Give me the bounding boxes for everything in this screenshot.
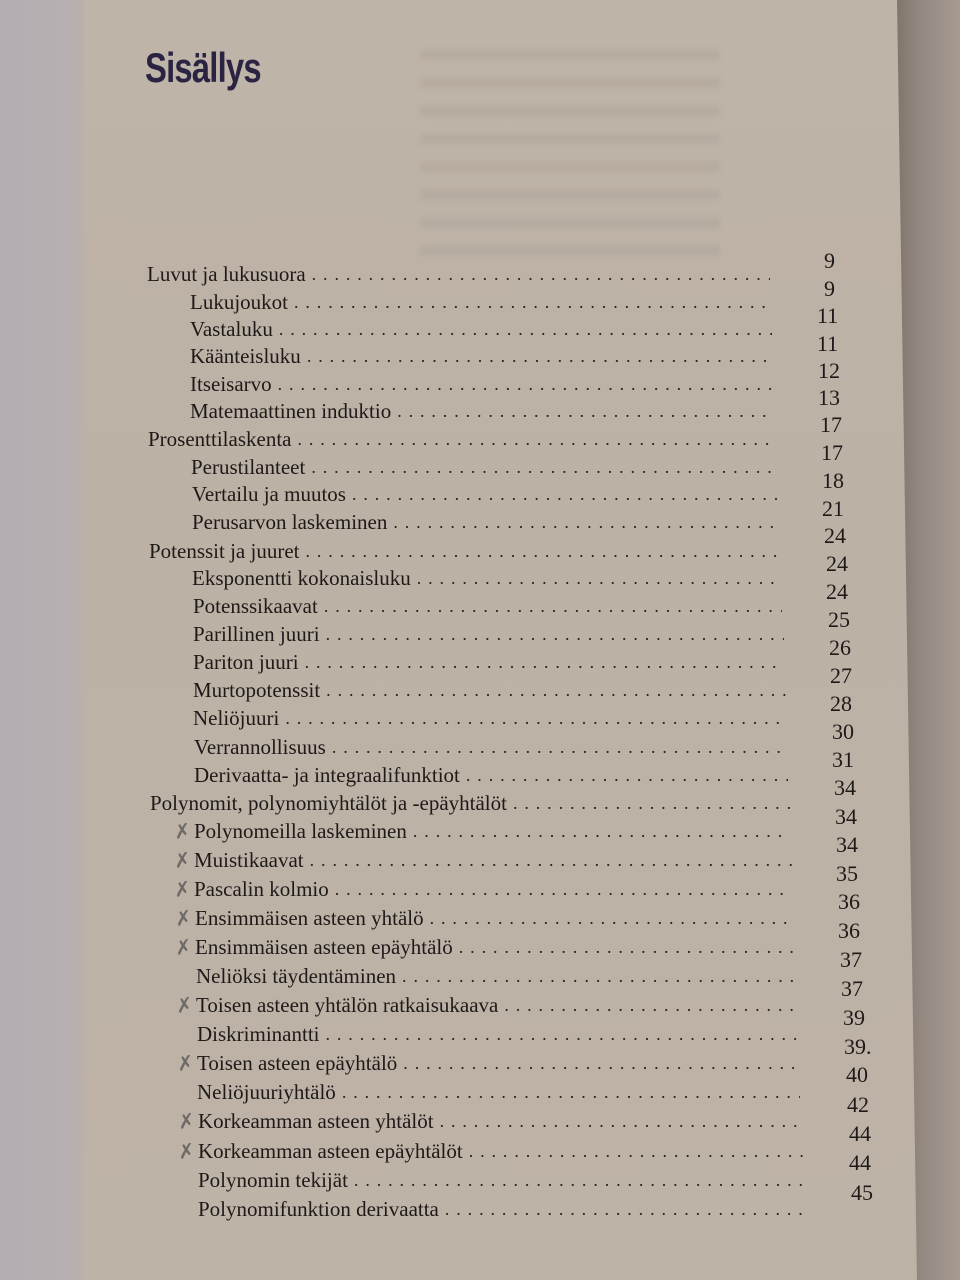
toc-section: [197, 1047, 810, 1075]
toc-page-number: 24: [826, 579, 848, 604]
toc-section: [193, 702, 796, 730]
toc-section: [193, 646, 794, 674]
toc-page-number: 42: [847, 1092, 869, 1117]
toc-label: Polynomeilla laskeminen: [194, 819, 407, 843]
dot-leader: [307, 344, 772, 368]
dot-leader: [305, 650, 784, 674]
bleed-through-text: [420, 50, 720, 270]
toc-page-number: 9: [824, 248, 835, 273]
dot-leader: [417, 566, 782, 590]
toc-section: [190, 395, 784, 423]
toc-chapter: [150, 787, 800, 815]
dot-leader: [326, 622, 784, 646]
dot-leader: [397, 399, 774, 423]
toc-section: [197, 1018, 808, 1046]
dot-leader: [310, 848, 792, 872]
dot-leader: [294, 290, 770, 314]
toc-section: [192, 506, 788, 534]
toc-page-number: 18: [822, 468, 844, 493]
toc-page-number: 40: [846, 1062, 868, 1087]
toc-section: [194, 873, 802, 901]
dot-leader: [459, 935, 796, 959]
toc-label: Matemaattinen induktio: [190, 399, 392, 423]
toc-label: Lukujoukot: [190, 290, 288, 314]
dot-leader: [326, 1022, 799, 1046]
toc-label: Neliöjuuriyhtälö: [197, 1080, 336, 1104]
toc-page-number: 21: [822, 496, 844, 521]
toc-page-number: 25: [828, 607, 850, 632]
dot-leader: [504, 993, 798, 1017]
dot-leader: [311, 455, 776, 479]
dot-leader: [466, 763, 788, 787]
toc-page-number: 17: [821, 440, 843, 465]
toc-page-number: 45: [851, 1180, 873, 1205]
toc-page-number: 28: [830, 691, 852, 716]
toc-page-number: 24: [824, 523, 846, 548]
toc-section: [192, 478, 788, 506]
toc-section: [194, 844, 802, 872]
toc-section: [196, 989, 808, 1017]
dot-leader: [440, 1109, 802, 1133]
pencil-check-mark-icon: ✗: [173, 904, 194, 932]
toc-page-number: 39.: [844, 1034, 872, 1059]
toc-page-number: 39: [843, 1005, 865, 1030]
toc-page-number: 11: [817, 331, 839, 356]
pencil-check-mark-icon: ✗: [172, 846, 193, 874]
pencil-check-mark-icon: ✗: [172, 875, 193, 903]
toc-page-number: 13: [818, 385, 840, 410]
toc-section: [190, 340, 782, 368]
toc-label: Vertailu ja muutos: [192, 482, 346, 506]
toc-label: Murtopotenssit: [193, 678, 321, 702]
toc-page-number: 37: [841, 976, 863, 1001]
toc-label: Perusarvon laskeminen: [192, 510, 388, 534]
toc-page-number: 44: [849, 1150, 871, 1175]
dot-leader: [297, 427, 776, 451]
toc-page-number: 36: [838, 918, 860, 943]
toc-section: [190, 313, 782, 341]
toc-page-number: 36: [838, 889, 860, 914]
toc-section: [198, 1193, 816, 1221]
dot-leader: [332, 735, 788, 759]
toc-page-number: 30: [832, 719, 854, 744]
toc-chapter: [147, 258, 780, 286]
toc-label: Potenssikaavat: [193, 594, 318, 618]
dot-leader: [445, 1197, 806, 1221]
dot-leader: [324, 594, 782, 618]
toc-label: Derivaatta- ja integraalifunktiot: [194, 763, 460, 787]
dot-leader: [513, 791, 790, 815]
dot-leader: [413, 819, 790, 843]
toc-label: Ensimmäisen asteen epäyhtälö: [195, 935, 453, 959]
toc-section: [194, 759, 798, 787]
toc-label: Vastaluku: [190, 317, 273, 341]
dot-leader: [278, 372, 774, 396]
toc-label: Toisen asteen yhtälön ratkaisukaava: [196, 993, 499, 1017]
toc-section: [190, 286, 780, 314]
dot-leader: [393, 510, 778, 534]
toc-section: [190, 368, 784, 396]
dot-leader: [342, 1080, 800, 1104]
dot-leader: [402, 964, 796, 988]
toc-label: Neliöksi täydentäminen: [196, 964, 397, 988]
pencil-check-mark-icon: ✗: [172, 817, 193, 845]
toc-label: Eksponentti kokonaisluku: [192, 566, 411, 590]
toc-label: Potenssit ja juuret: [149, 539, 300, 563]
toc-label: Diskriminantti: [197, 1022, 320, 1046]
toc-label: Neliöjuuri: [193, 706, 280, 730]
toc-label: Itseisarvo: [190, 372, 272, 396]
toc-page-number: 34: [834, 775, 856, 800]
pencil-check-mark-icon: ✗: [176, 1107, 197, 1135]
toc-page-number: 12: [818, 358, 840, 383]
toc-label: Ensimmäisen asteen yhtälö: [195, 906, 424, 930]
toc-page-number: 24: [826, 551, 848, 576]
toc-chapter: [148, 423, 786, 451]
toc-label: Toisen asteen epäyhtälö: [197, 1051, 398, 1075]
toc-label: Korkeamman asteen epäyhtälöt: [198, 1139, 463, 1163]
toc-label: Parillinen juuri: [193, 622, 320, 646]
toc-section: [192, 562, 792, 590]
toc-page-number: 17: [820, 412, 842, 437]
dot-leader: [312, 262, 770, 286]
toc-section: [198, 1164, 814, 1192]
page-title: Sisällys: [145, 44, 261, 91]
pencil-check-mark-icon: ✗: [173, 933, 194, 961]
toc-page-number: 31: [832, 747, 854, 772]
toc-label: Muistikaavat: [194, 848, 304, 872]
toc-page-number: 9: [824, 276, 835, 301]
toc-label: Polynomifunktion derivaatta: [198, 1197, 439, 1221]
toc-section: [193, 674, 796, 702]
dot-leader: [335, 877, 792, 901]
toc-section: [195, 931, 806, 959]
toc-label: Polynomit, polynomiyhtälöt ja -epäyhtälöt: [150, 791, 507, 815]
toc-section: [197, 1076, 810, 1104]
toc-page-number: 34: [835, 804, 857, 829]
toc-page-number: 26: [829, 635, 851, 660]
toc-label: Luvut ja lukusuora: [147, 262, 306, 286]
toc-section: [194, 815, 800, 843]
toc-label: Pascalin kolmio: [194, 877, 329, 901]
toc-label: Käänteisluku: [190, 344, 301, 368]
toc-section: [196, 960, 806, 988]
dot-leader: [352, 482, 778, 506]
toc-section: [198, 1105, 812, 1133]
dot-leader: [326, 678, 786, 702]
toc-page-number: 44: [849, 1121, 871, 1146]
dot-leader: [430, 906, 794, 930]
dot-leader: [469, 1139, 804, 1163]
pencil-check-mark-icon: ✗: [176, 1137, 197, 1165]
toc-page-number: 37: [840, 947, 862, 972]
toc-section: [193, 590, 792, 618]
toc-section: [191, 451, 786, 479]
toc-chapter: [149, 535, 790, 563]
toc-page-number: 11: [817, 303, 839, 328]
dot-leader: [285, 706, 786, 730]
toc-label: Polynomin tekijät: [198, 1168, 348, 1192]
dot-leader: [306, 539, 781, 563]
dot-leader: [279, 317, 772, 341]
toc-label: Korkeamman asteen yhtälöt: [198, 1109, 434, 1133]
pencil-check-mark-icon: ✗: [174, 991, 195, 1019]
dot-leader: [403, 1051, 800, 1075]
toc-label: Perustilanteet: [191, 455, 306, 479]
pencil-check-mark-icon: ✗: [175, 1049, 196, 1077]
toc-section: [193, 618, 794, 646]
toc-page-number: 35: [836, 861, 858, 886]
dot-leader: [354, 1168, 804, 1192]
adjacent-page-edge: [0, 0, 84, 1280]
toc-label: Verrannollisuus: [194, 735, 326, 759]
toc-section: [194, 731, 798, 759]
toc-page-number: 27: [830, 663, 852, 688]
toc-label: Prosenttilaskenta: [148, 427, 292, 451]
toc-label: Pariton juuri: [193, 650, 299, 674]
toc-page-number: 34: [836, 832, 858, 857]
toc-section: [198, 1135, 814, 1163]
toc-section: [195, 902, 804, 930]
